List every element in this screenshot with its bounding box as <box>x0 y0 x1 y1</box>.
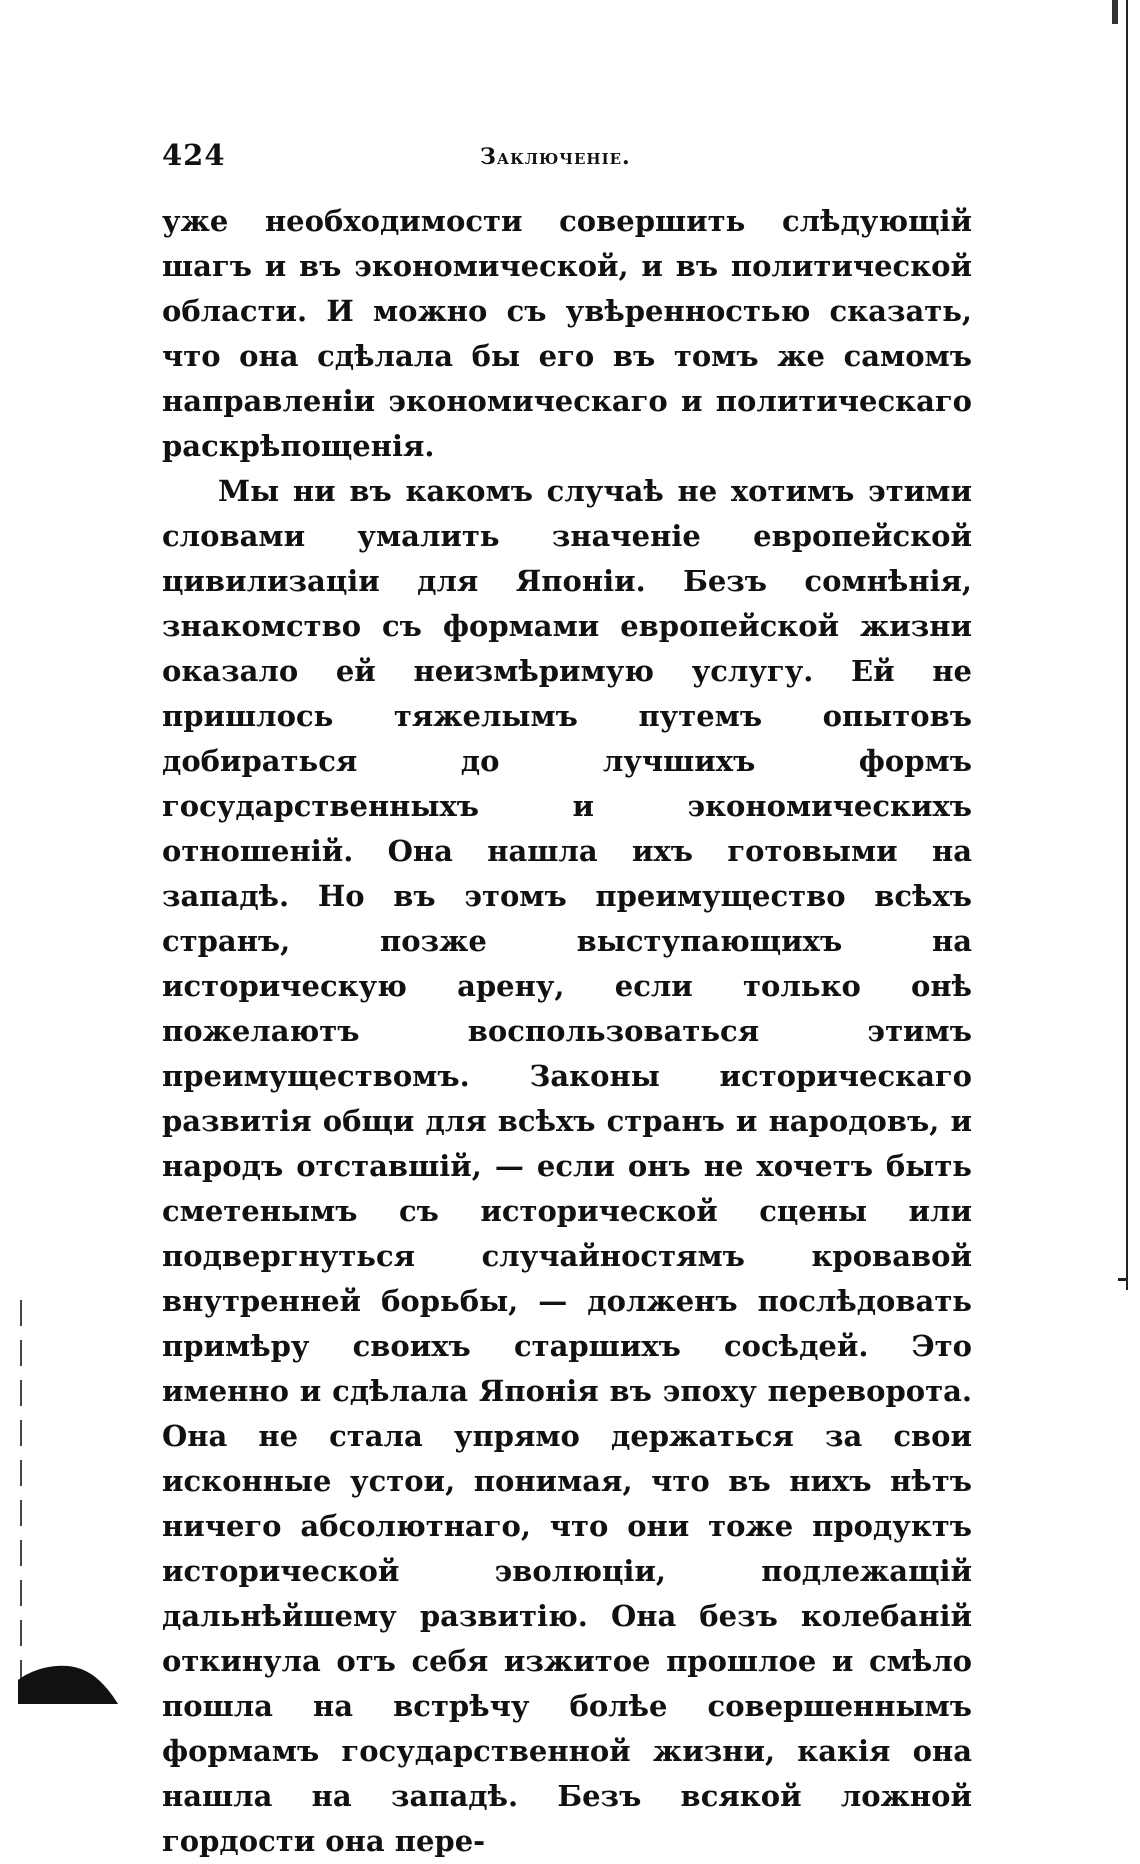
scan-blot <box>18 1650 118 1704</box>
page-number: 424 <box>162 138 226 172</box>
scan-edge-mark <box>1112 0 1118 24</box>
scan-edge-left <box>20 1300 22 1680</box>
body-text <box>162 199 972 1864</box>
paragraph-1: уже необходимости совершить слѣдующій шагъ и въ экономической, и въ политической области. И можно съ увѣренностью сказать, что она сдѣлала бы его въ томъ же самомъ направленіи экономическаго и политическаго раскрѣпощенія. <box>162 204 972 463</box>
scan-edge-right <box>1126 0 1128 1290</box>
paragraph-2: Мы ни въ какомъ случаѣ не хотимъ этими словами умалить значеніе европейской цивилизаціи для Японіи. Безъ сомнѣнія, знакомство съ формами европейской жизни оказало ей неизмѣримую услугу. Ей не пришлось тяжелымъ путемъ опытовъ добираться до лучшихъ формъ государственныхъ и экономическихъ отношеній. Она нашла ихъ готовыми на западѣ. Но въ этомъ преимущество всѣхъ странъ, позже выступающихъ на историческую арену, если только онѣ пожелаютъ воспользоваться этимъ преимуществомъ. Законы историческаго развитія общи для всѣхъ странъ и народовъ, и народъ отставшій, — если онъ не хочетъ быть сметенымъ съ исторической сцены или подвергнуться случайностямъ кровавой внутренней борьбы, — долженъ послѣдовать примѣру своихъ старшихъ сосѣдей. Это именно и сдѣлала Японія въ эпоху переворота. Она не стала упрямо держаться за свои исконные устои, понимая, что въ нихъ нѣтъ ничего абсолютнаго, что они тоже продуктъ исторической эволюціи, подлежащій дальнѣйшему развитію. Она безъ колебаній откинула отъ себя изжитое прошлое и смѣло пошла на встрѣчу болѣе совершеннымъ формамъ государственной жизни, какія она нашла на западѣ. Безъ всякой ложной гордости она пере- <box>162 474 972 1858</box>
page-header <box>162 138 972 182</box>
scan-edge-tick <box>1118 1278 1128 1281</box>
running-title: Заключеніе. <box>480 144 631 170</box>
